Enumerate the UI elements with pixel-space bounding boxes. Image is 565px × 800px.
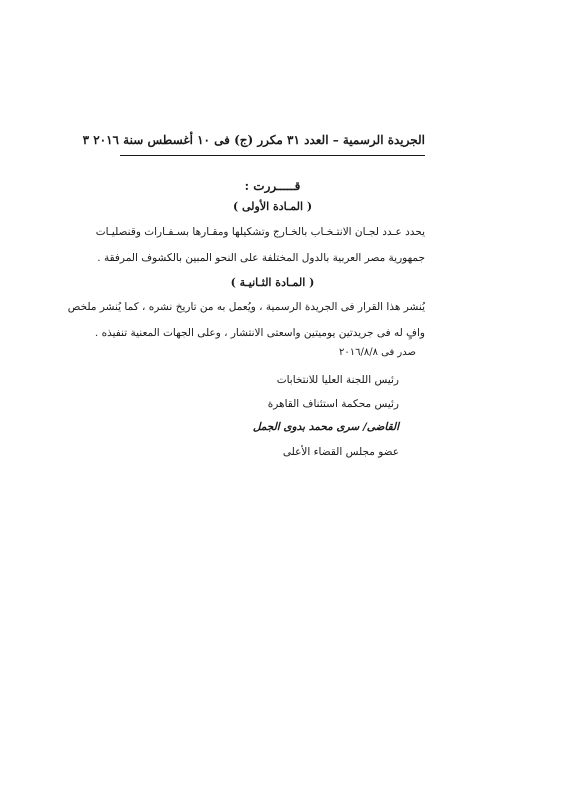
article-1-title: ( المـادة الأولى ) (232, 200, 313, 213)
signatory-role-1: رئيس اللجنة العليا للانتخابات (276, 374, 399, 386)
article-1-line-1: يحدد عـدد لجـان الانتـخـاب بالخـارج وتشكيلها ومقـارها بسـفـارات وقنصليـات (95, 226, 425, 238)
signatory-role-3: عضو مجلس القضاء الأعلى (282, 446, 399, 458)
article-2-line-2: وافٍ له فى جريدتين يوميتين واسعتى الانتشار ، وعلى الجهات المعنية تنفيذه . (94, 327, 425, 339)
article-2-line-1: يُنشر هذا القرار فى الجريدة الرسمية ، ويُعمل به من تاريخ نشره ، كما يُنشر ملخص (67, 301, 425, 313)
article-1-line-2: جمهورية مصر العربية بالدول المختلفة على النحو المبين بالكشوف المرفقة . (97, 252, 425, 264)
signatory-name: القاضى/ سرى محمد بدوى الجمل (252, 421, 399, 433)
article-2-title: ( المـادة الثـانيـة ) (230, 276, 315, 289)
decision-heading: قـــــررت : (244, 179, 301, 193)
issue-date: صدر فى ٢٠١٦/٨/٨ (338, 347, 416, 358)
signatory-role-2: رئيس محكمة استئناف القاهرة (267, 398, 399, 410)
header-divider (120, 155, 425, 156)
running-header: الجريدة الرسمية – العدد ٣١ مكرر (ج) فى ١٠ أغسطس سنة ٢٠١٦ ٣ (82, 133, 425, 147)
